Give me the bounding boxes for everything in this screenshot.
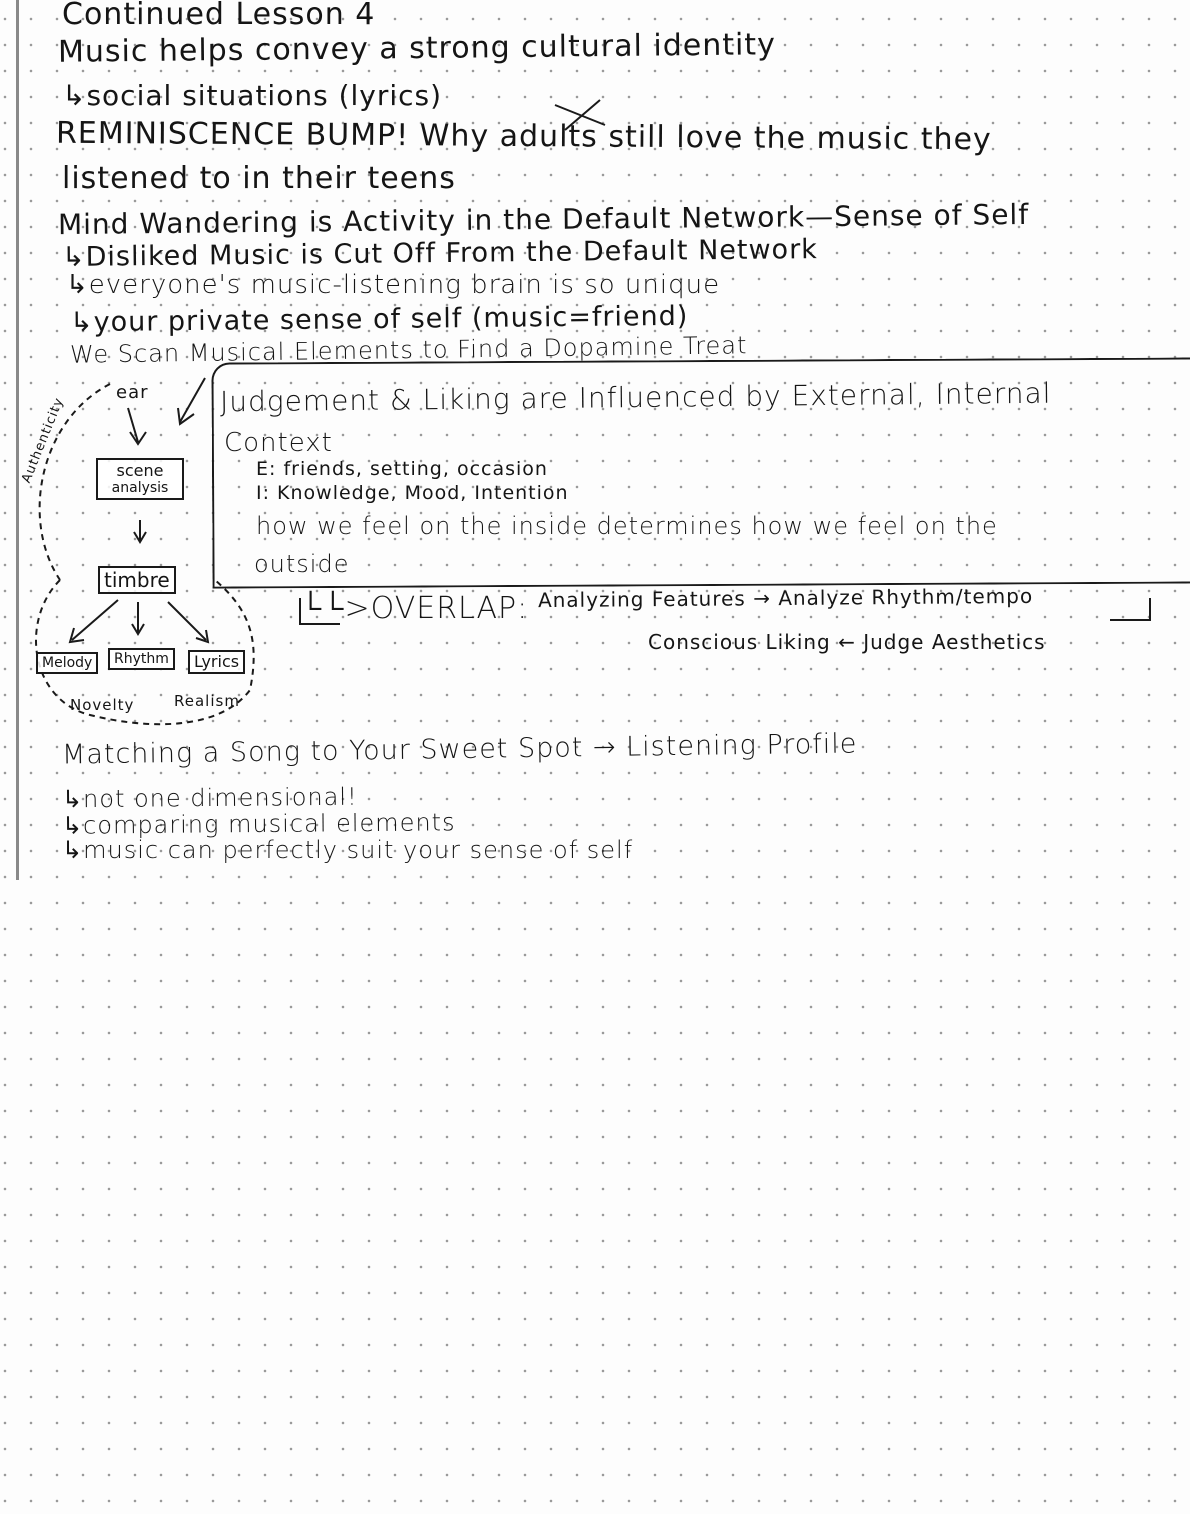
inside-outside-note: outside xyxy=(254,550,350,578)
novelty-label: Novelty xyxy=(70,696,135,714)
sweet-spot-bullet: ↳comparing musical elements xyxy=(61,808,456,840)
sweet-spot-heading: Matching a Song to Your Sweet Spot → Listening Profile xyxy=(61,728,858,771)
realism-label: Realism xyxy=(174,692,240,710)
timbre-box xyxy=(98,566,176,594)
note-line: Music helps convey a strong cultural identity xyxy=(57,27,777,70)
context-label: Context xyxy=(224,428,333,458)
authenticity-label: Authenticity xyxy=(19,395,68,486)
sweet-spot-bullet: ↳music can perfectly suit your sense of self xyxy=(62,836,634,864)
aesthetics-bracket-icon xyxy=(1110,598,1150,620)
judgement-heading: Judgement & Liking are Influenced by External, Internal xyxy=(219,376,1052,419)
note-line: We Scan Musical Elements to Find a Dopamine Treat xyxy=(69,331,748,369)
rhythm-label: Rhythm xyxy=(114,651,169,667)
timbre-to-lyrics-arrow-icon xyxy=(168,602,208,642)
scene-label: scene xyxy=(116,461,164,480)
page-binding-edge xyxy=(16,0,19,880)
ear-label: ear xyxy=(116,382,149,403)
note-line: ↳everyone's music-listening brain is so unique xyxy=(66,270,721,300)
rhythm-box xyxy=(108,648,175,670)
overlap-features: Analyzing Features → Analyze Rhythm/tempo xyxy=(537,583,1034,613)
lyrics-box xyxy=(188,650,245,674)
scene-analysis-box xyxy=(96,458,184,500)
melody-box xyxy=(36,652,98,674)
note-line: REMINISCENCE BUMP! Why adults still love the music they xyxy=(55,115,992,158)
note-line: ↳your private sense of self (music=friend) xyxy=(69,300,689,339)
lyrics-label: Lyrics xyxy=(194,652,240,671)
ear-arrow-icon xyxy=(178,378,205,424)
overlap-liking: Conscious Liking ← Judge Aesthetics xyxy=(648,630,1046,654)
inside-outside-note: how we feel on the inside determines how we feel on the xyxy=(256,512,998,540)
external-factors: E: friends, setting, occasion xyxy=(256,458,548,480)
timbre-label: timbre xyxy=(104,568,170,592)
internal-factors: I: Knowledge, Mood, Intention xyxy=(256,482,569,504)
overlap-label: └└>OVERLAP: xyxy=(300,591,529,626)
scene-to-timbre-arrow-icon xyxy=(134,520,146,542)
ear-arrow-icon xyxy=(128,408,146,444)
note-line: Mind Wandering is Activity in the Default Network—Sense of Self xyxy=(57,197,1030,242)
note-line: ↳social situations (lyrics) xyxy=(62,79,443,112)
note-line: ↳Disliked Music is Cut Off From the Default Network xyxy=(61,234,819,273)
analysis-label: analysis xyxy=(111,480,169,496)
page-title: Continued Lesson 4 xyxy=(62,0,376,32)
sweet-spot-bullet: ↳not one dimensional! xyxy=(61,782,358,814)
note-line: listened to in their teens xyxy=(62,161,456,196)
timbre-to-melody-arrow-icon xyxy=(70,600,118,642)
melody-label: Melody xyxy=(42,655,93,671)
timbre-to-rhythm-arrow-icon xyxy=(132,602,144,634)
